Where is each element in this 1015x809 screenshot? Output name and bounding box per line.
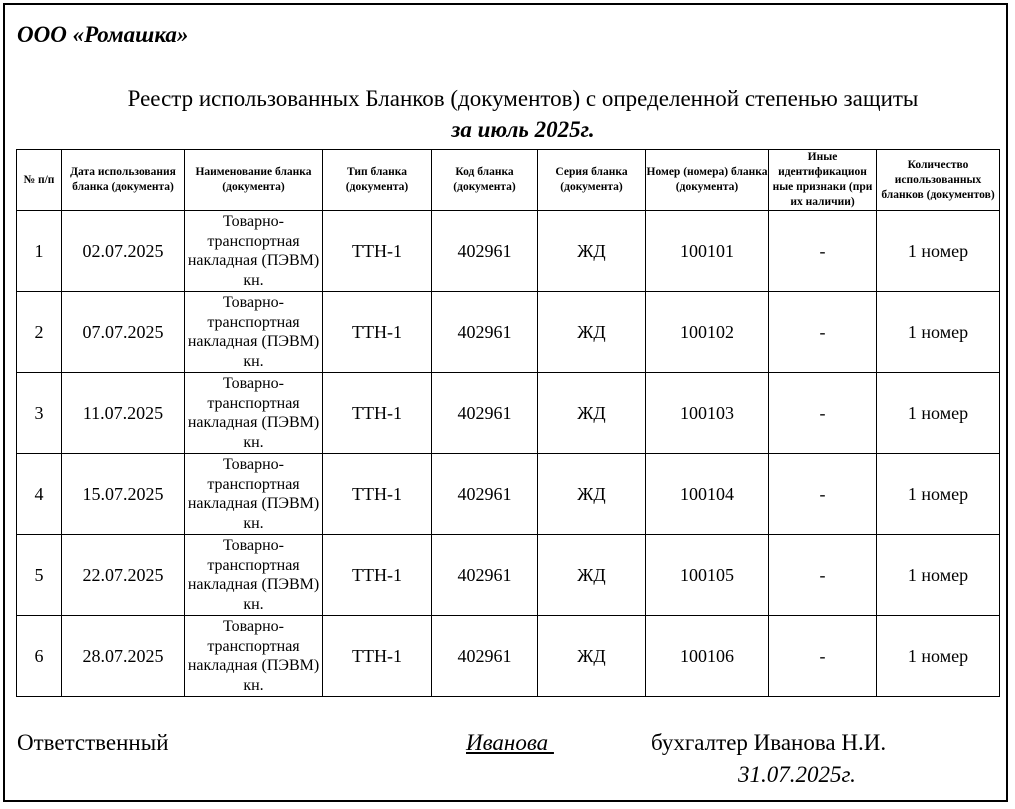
cell-row-number: 3 [17, 373, 62, 454]
cell-other-features: - [769, 616, 877, 697]
cell-blank-name: Товарно-транспортная накладная (ПЭВМ) кн. [185, 211, 323, 292]
cell-blank-series: ЖД [538, 616, 646, 697]
cell-use-date: 07.07.2025 [62, 292, 185, 373]
sign-date: 31.07.2025г. [738, 762, 856, 787]
organization-name: ООО «Ромашка» [17, 22, 189, 47]
header-other: Иные идентификацион ные признаки (при их наличии) [769, 150, 877, 211]
cell-blank-type: ТТН-1 [323, 616, 432, 697]
cell-blank-code: 402961 [432, 454, 538, 535]
cell-blank-series: ЖД [538, 292, 646, 373]
header-date: Дата использования бланка (документа) [62, 150, 185, 211]
cell-use-date: 11.07.2025 [62, 373, 185, 454]
cell-quantity: 1 номер [877, 211, 1000, 292]
cell-quantity: 1 номер [877, 454, 1000, 535]
cell-blank-name: Товарно-транспортная накладная (ПЭВМ) кн. [185, 535, 323, 616]
register-table [16, 149, 1000, 697]
table-row [17, 535, 1000, 616]
cell-blank-type: ТТН-1 [323, 454, 432, 535]
document-title: Реестр использованных Бланков (документов) с определенной степенью защиты [127, 86, 919, 111]
cell-blank-type: ТТН-1 [323, 535, 432, 616]
cell-use-date: 02.07.2025 [62, 211, 185, 292]
cell-use-date: 22.07.2025 [62, 535, 185, 616]
cell-blank-type: ТТН-1 [323, 292, 432, 373]
table-row [17, 292, 1000, 373]
cell-row-number: 5 [17, 535, 62, 616]
cell-other-features: - [769, 535, 877, 616]
cell-use-date: 28.07.2025 [62, 616, 185, 697]
cell-blank-name: Товарно-транспортная накладная (ПЭВМ) кн. [185, 292, 323, 373]
cell-row-number: 6 [17, 616, 62, 697]
cell-quantity: 1 номер [877, 292, 1000, 373]
cell-blank-code: 402961 [432, 535, 538, 616]
cell-blank-code: 402961 [432, 292, 538, 373]
table-row [17, 454, 1000, 535]
header-number: № п/п [17, 150, 62, 211]
cell-blank-number: 100101 [646, 211, 769, 292]
cell-blank-number: 100104 [646, 454, 769, 535]
header-code: Код бланка (документа) [432, 150, 538, 211]
table-row [17, 373, 1000, 454]
cell-quantity: 1 номер [877, 535, 1000, 616]
header-name: Наименование бланка (документа) [185, 150, 323, 211]
cell-blank-code: 402961 [432, 616, 538, 697]
cell-quantity: 1 номер [877, 373, 1000, 454]
cell-blank-code: 402961 [432, 211, 538, 292]
document-period: за июль 2025г. [451, 117, 595, 142]
cell-blank-number: 100105 [646, 535, 769, 616]
cell-blank-code: 402961 [432, 373, 538, 454]
header-series: Серия бланка (документа) [538, 150, 646, 211]
cell-blank-name: Товарно-транспортная накладная (ПЭВМ) кн. [185, 616, 323, 697]
table-header-row [17, 150, 1000, 211]
cell-blank-name: Товарно-транспортная накладная (ПЭВМ) кн. [185, 454, 323, 535]
cell-row-number: 2 [17, 292, 62, 373]
cell-blank-number: 100103 [646, 373, 769, 454]
signature: Иванова [466, 730, 554, 755]
cell-blank-series: ЖД [538, 373, 646, 454]
cell-blank-series: ЖД [538, 535, 646, 616]
cell-use-date: 15.07.2025 [62, 454, 185, 535]
cell-blank-type: ТТН-1 [323, 373, 432, 454]
table-row [17, 211, 1000, 292]
cell-other-features: - [769, 211, 877, 292]
cell-quantity: 1 номер [877, 616, 1000, 697]
responsible-label: Ответственный [17, 730, 169, 755]
cell-other-features: - [769, 373, 877, 454]
cell-row-number: 4 [17, 454, 62, 535]
cell-blank-name: Товарно-транспортная накладная (ПЭВМ) кн. [185, 373, 323, 454]
header-blank-number: Номер (номера) бланка (документа) [646, 150, 769, 211]
cell-blank-number: 100102 [646, 292, 769, 373]
cell-blank-series: ЖД [538, 454, 646, 535]
cell-blank-type: ТТН-1 [323, 211, 432, 292]
table-row [17, 616, 1000, 697]
position-and-name: бухгалтер Иванова Н.И. [651, 730, 887, 755]
cell-other-features: - [769, 454, 877, 535]
cell-blank-series: ЖД [538, 211, 646, 292]
header-quantity: Количество использованных бланков (документов) [877, 150, 1000, 211]
header-type: Тип бланка (документа) [323, 150, 432, 211]
cell-other-features: - [769, 292, 877, 373]
cell-blank-number: 100106 [646, 616, 769, 697]
cell-row-number: 1 [17, 211, 62, 292]
